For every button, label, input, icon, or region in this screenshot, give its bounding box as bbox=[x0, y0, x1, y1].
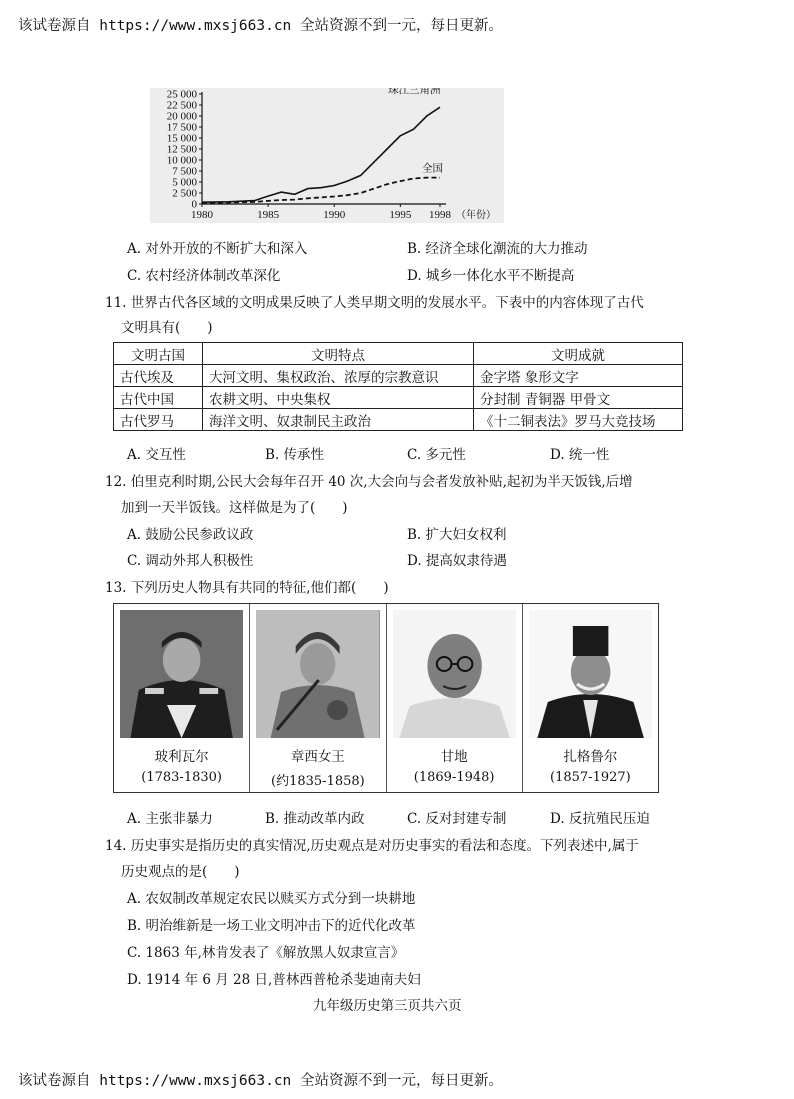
y-tick-label: 5 000 bbox=[172, 176, 197, 189]
x-tick-label: 1998 bbox=[429, 209, 451, 221]
y-tick-label: 10 000 bbox=[166, 154, 197, 167]
table-cell: 古代罗马 bbox=[114, 409, 203, 431]
q11-stem-line2: 文明具有( ) bbox=[121, 320, 213, 336]
y-tick-label: 7 500 bbox=[172, 165, 197, 178]
civilization-table bbox=[113, 342, 683, 431]
portrait-photo-rani bbox=[256, 610, 379, 738]
q10-option-c[interactable]: C. 农村经济体制改革深化 bbox=[127, 268, 281, 284]
portrait-card-zaghlul bbox=[523, 604, 658, 792]
header-banner: 该试卷源自 https://www.mxsj663.cn 全站资源不到一元，每日更新。 bbox=[18, 18, 504, 34]
q10-option-a[interactable]: A. 对外开放的不断扩大和深入 bbox=[127, 241, 308, 257]
portrait-name: 扎格鲁尔 bbox=[563, 749, 618, 765]
q12-stem-line2: 加到一天半饭钱。这样做是为了( ) bbox=[121, 500, 348, 516]
x-tick-label: 1995 bbox=[389, 209, 412, 221]
portrait-card-bolivar bbox=[114, 604, 250, 792]
q14-option-d[interactable]: D. 1914 年 6 月 28 日,普林西普枪杀斐迪南夫妇 bbox=[127, 972, 421, 988]
table-row bbox=[114, 365, 683, 387]
x-unit-label: （年份） bbox=[456, 210, 496, 221]
q11-option-d[interactable]: D. 统一性 bbox=[550, 447, 610, 463]
portrait-years: (约1835-1858) bbox=[271, 774, 365, 789]
page-label: 九年级历史第三页共六页 bbox=[313, 998, 462, 1014]
y-tick-label: 15 000 bbox=[166, 132, 197, 145]
table-header-cell: 文明特点 bbox=[203, 343, 474, 365]
chart-svg bbox=[150, 88, 504, 223]
table-cell: 大河文明、集权政治、浓厚的宗教意识 bbox=[203, 365, 474, 387]
table-cell: 古代埃及 bbox=[114, 365, 203, 387]
q12-option-c[interactable]: C. 调动外邦人积极性 bbox=[127, 553, 254, 569]
q14-option-b[interactable]: B. 明治维新是一场工业文明冲击下的近代化改革 bbox=[127, 918, 416, 934]
portrait-photo-bolivar bbox=[120, 610, 243, 738]
q13-stem: 13. 下列历史人物具有共同的特征,他们都( ) bbox=[105, 580, 389, 596]
table-row bbox=[114, 409, 683, 431]
portrait-card-gandhi bbox=[387, 604, 523, 792]
table-cell: 海洋文明、奴隶制民主政治 bbox=[203, 409, 474, 431]
q14-option-c[interactable]: C. 1863 年,林肯发表了《解放黑人奴隶宣言》 bbox=[127, 945, 405, 961]
y-tick-label: 20 000 bbox=[166, 110, 197, 123]
portrait-name: 玻利瓦尔 bbox=[154, 749, 209, 765]
q12-option-d[interactable]: D. 提高奴隶待遇 bbox=[407, 553, 507, 569]
x-tick-label: 1985 bbox=[257, 209, 280, 221]
y-tick-label: 2 500 bbox=[172, 187, 197, 200]
portrait-card-rani bbox=[250, 604, 386, 792]
x-tick-label: 1990 bbox=[323, 209, 346, 221]
table-row bbox=[114, 387, 683, 409]
series-label: 珠江三角洲 bbox=[388, 88, 441, 97]
portrait-years: (1783-1830) bbox=[141, 770, 222, 785]
q13-option-c[interactable]: C. 反对封建专制 bbox=[407, 811, 507, 827]
portrait-photo-gandhi bbox=[393, 610, 516, 738]
q11-option-b[interactable]: B. 传承性 bbox=[265, 447, 325, 463]
y-tick-label: 25 000 bbox=[166, 88, 197, 101]
portrait-name: 章西女王 bbox=[290, 749, 345, 765]
table-header-row bbox=[114, 343, 683, 365]
q11-option-c[interactable]: C. 多元性 bbox=[407, 447, 466, 463]
table-cell: 《十二铜表法》罗马大竞技场 bbox=[474, 409, 683, 431]
q12-option-a[interactable]: A. 鼓励公民参政议政 bbox=[127, 527, 254, 543]
portrait-panel bbox=[113, 603, 659, 793]
table-header-cell: 文明成就 bbox=[474, 343, 683, 365]
table-cell: 金字塔 象形文字 bbox=[474, 365, 683, 387]
q14-stem-line1: 14. 历史事实是指历史的真实情况,历史观点是对历史事实的看法和态度。下列表述中,属于 bbox=[105, 838, 639, 854]
table-cell: 分封制 青铜器 甲骨文 bbox=[474, 387, 683, 409]
q11-option-a[interactable]: A. 交互性 bbox=[127, 447, 186, 463]
q14-stem-line2: 历史观点的是( ) bbox=[121, 864, 240, 880]
portrait-name: 甘地 bbox=[440, 749, 468, 765]
footer-banner: 该试卷源自 https://www.mxsj663.cn 全站资源不到一元，每日更新。 bbox=[18, 1073, 504, 1089]
q12-stem-line1: 12. 伯里克利时期,公民大会每年召开 40 次,大会向与会者发放补贴,起初为半天饭钱,后增 bbox=[105, 474, 633, 490]
income-line-chart bbox=[150, 88, 504, 223]
table-header-cell: 文明古国 bbox=[114, 343, 203, 365]
q14-option-a[interactable]: A. 农奴制改革规定农民以赎买方式分到一块耕地 bbox=[127, 891, 416, 907]
y-tick-label: 22 500 bbox=[166, 99, 197, 112]
q10-option-b[interactable]: B. 经济全球化潮流的大力推动 bbox=[407, 241, 588, 257]
table-cell: 农耕文明、中央集权 bbox=[203, 387, 474, 409]
x-tick-label: 1980 bbox=[191, 209, 213, 221]
series-label: 全国 bbox=[422, 162, 443, 175]
y-tick-label: 0 bbox=[191, 198, 197, 211]
portrait-years: (1857-1927) bbox=[550, 770, 631, 785]
table-cell: 古代中国 bbox=[114, 387, 203, 409]
y-tick-label: 17 500 bbox=[166, 121, 197, 134]
q11-stem-line1: 11. 世界古代各区域的文明成果反映了人类早期文明的发展水平。下表中的内容体现了古代 bbox=[105, 295, 644, 311]
q12-option-b[interactable]: B. 扩大妇女权利 bbox=[407, 527, 507, 543]
y-tick-label: 12 500 bbox=[166, 143, 197, 156]
q13-option-b[interactable]: B. 推动改革内政 bbox=[265, 811, 365, 827]
portrait-years: (1869-1948) bbox=[413, 770, 495, 785]
q13-option-d[interactable]: D. 反抗殖民压迫 bbox=[550, 811, 650, 827]
q10-option-d[interactable]: D. 城乡一体化水平不断提高 bbox=[407, 268, 575, 284]
q13-option-a[interactable]: A. 主张非暴力 bbox=[127, 811, 213, 827]
portrait-photo-zaghlul bbox=[529, 610, 652, 738]
